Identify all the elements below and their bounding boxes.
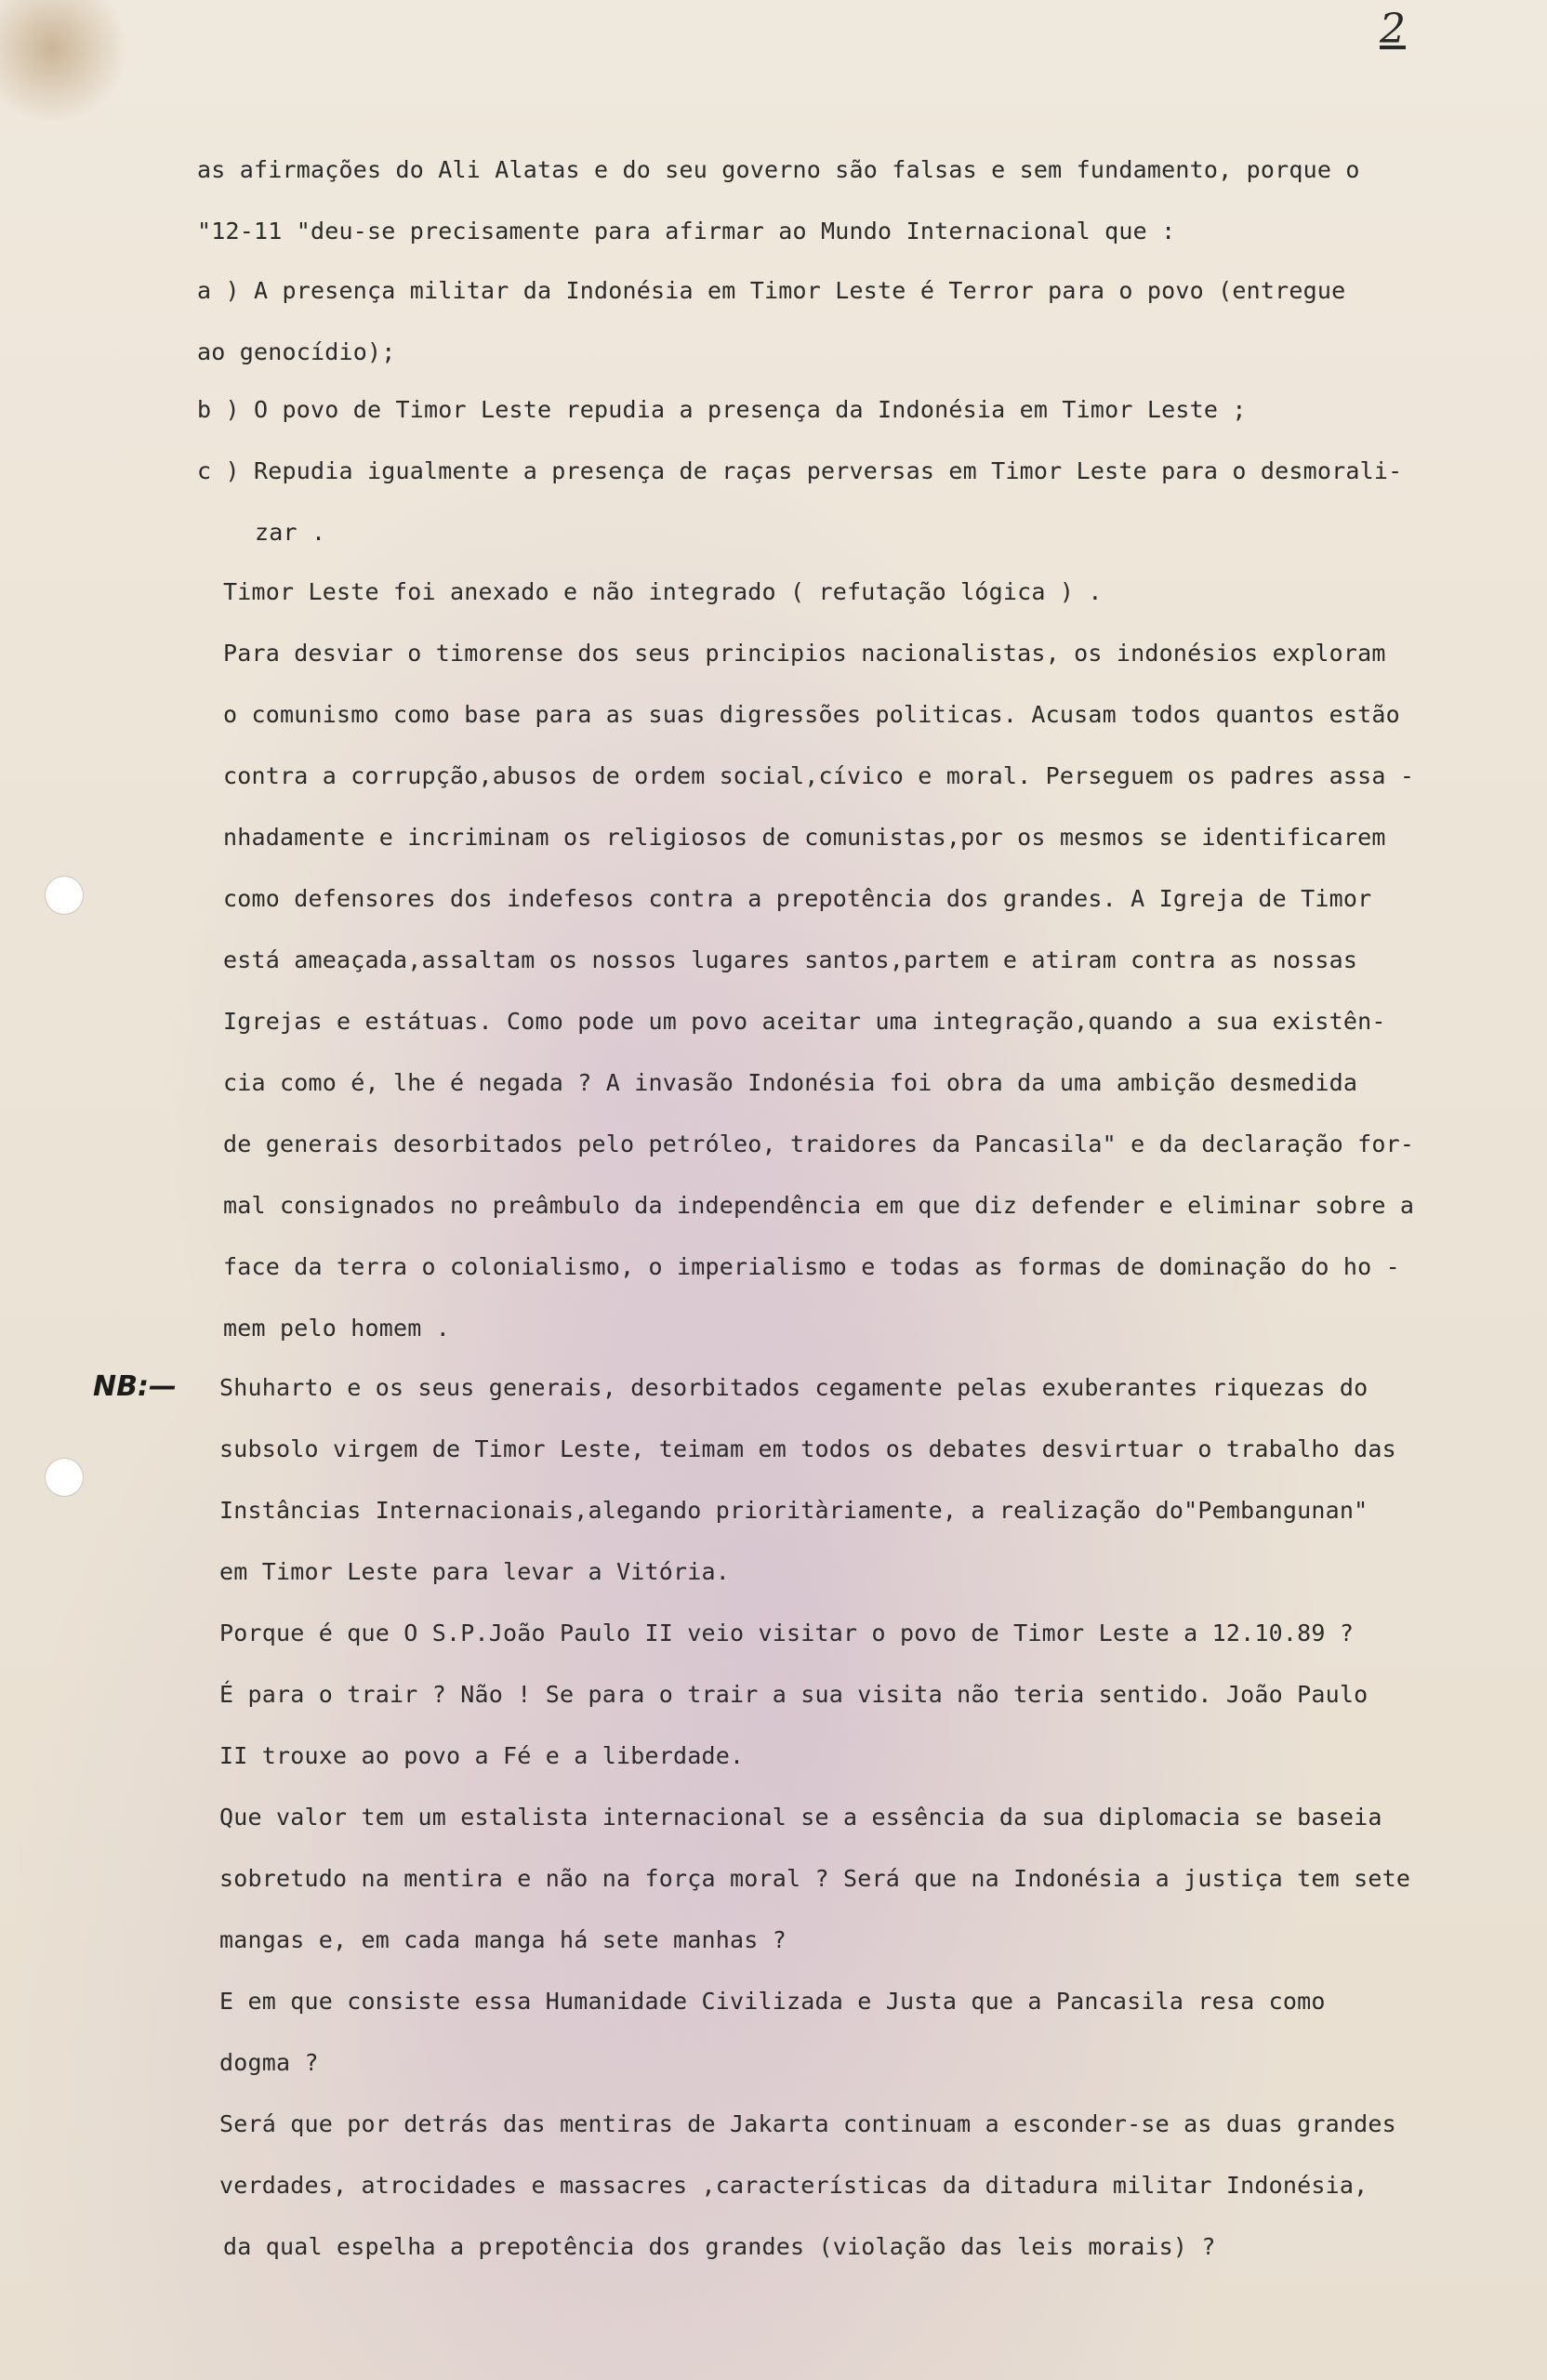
text-line: Timor Leste foi anexado e não integrado ( refutação lógica ) . xyxy=(223,578,1103,605)
text-line: em Timor Leste para levar a Vitória. xyxy=(219,1558,731,1585)
text-line: c ) Repudia igualmente a presença de raças perversas em Timor Leste para o desmorali- xyxy=(197,457,1403,484)
text-line: como defensores dos indefesos contra a prepotência dos grandes. A Igreja de Timor xyxy=(223,885,1372,912)
punch-hole-lower xyxy=(45,1458,84,1497)
text-line: subsolo virgem de Timor Leste, teimam em todos os debates desvirtuar o trabalho das xyxy=(219,1435,1396,1462)
text-line: sobretudo na mentira e não na força moral ? Será que na Indonésia a justiça tem sete xyxy=(219,1865,1411,1892)
rust-stain xyxy=(0,0,130,121)
text-line: o comunismo como base para as suas digressões politicas. Acusam todos quantos estão xyxy=(223,701,1400,728)
text-line: está ameaçada,assaltam os nossos lugares santos,partem e atiram contra as nossas xyxy=(223,946,1358,973)
text-line: face da terra o colonialismo, o imperialismo e todas as formas de dominação do ho - xyxy=(223,1253,1400,1280)
text-line: dogma ? xyxy=(219,2049,319,2076)
text-line: ao genocídio); xyxy=(197,338,396,365)
text-line: "12-11 "deu-se precisamente para afirmar ao Mundo Internacional que : xyxy=(197,218,1176,245)
text-line: Será que por detrás das mentiras de Jakarta continuam a esconder-se as duas grandes xyxy=(219,2110,1396,2137)
text-line: mal consignados no preâmbulo da independência em que diz defender e eliminar sobre a xyxy=(223,1192,1415,1219)
text-line: cia como é, lhe é negada ? A invasão Indonésia foi obra da uma ambição desmedida xyxy=(223,1069,1358,1096)
text-line: verdades, atrocidades e massacres ,características da ditadura militar Indonésia, xyxy=(219,2172,1368,2199)
text-line: Shuharto e os seus generais, desorbitados cegamente pelas exuberantes riquezas do xyxy=(219,1374,1368,1401)
text-line: nhadamente e incriminam os religiosos de comunistas,por os mesmos se identificarem xyxy=(223,824,1386,851)
text-line: mem pelo homem . xyxy=(223,1315,451,1342)
text-line: as afirmações do Ali Alatas e do seu governo são falsas e sem fundamento, porque o xyxy=(197,156,1360,183)
text-line: Porque é que O S.P.João Paulo II veio visitar o povo de Timor Leste a 12.10.89 ? xyxy=(219,1620,1355,1646)
text-line: a ) A presença militar da Indonésia em Timor Leste é Terror para o povo (entregue xyxy=(197,277,1346,304)
text-line: b ) O povo de Timor Leste repudia a presença da Indonésia em Timor Leste ; xyxy=(197,396,1247,423)
text-line: Instâncias Internacionais,alegando prioritàriamente, a realização do"Pembangunan" xyxy=(219,1497,1368,1524)
text-line: Igrejas e estátuas. Como pode um povo aceitar uma integração,quando a sua existên- xyxy=(223,1008,1386,1035)
text-line: Para desviar o timorense dos seus principios nacionalistas, os indonésios exploram xyxy=(223,640,1386,667)
margin-note-nb: NB:— xyxy=(93,1370,177,1403)
text-line: E em que consiste essa Humanidade Civilizada e Justa que a Pancasila resa como xyxy=(219,1988,1326,2015)
text-line: zar . xyxy=(255,519,326,546)
text-line: mangas e, em cada manga há sete manhas ? xyxy=(219,1926,787,1953)
text-line: Que valor tem um estalista internacional se a essência da sua diplomacia se baseia xyxy=(219,1804,1382,1831)
punch-hole-upper xyxy=(45,876,84,915)
text-line: II trouxe ao povo a Fé e a liberdade. xyxy=(219,1742,745,1769)
text-line: contra a corrupção,abusos de ordem social,cívico e moral. Perseguem os padres assa - xyxy=(223,762,1415,789)
text-line: É para o trair ? Não ! Se para o trair a sua visita não teria sentido. João Paulo xyxy=(219,1681,1368,1708)
text-line: de generais desorbitados pelo petróleo, traidores da Pancasila" e da declaração for- xyxy=(223,1130,1415,1157)
page-number: 2 xyxy=(1380,6,1406,53)
text-line: da qual espelha a prepotência dos grandes (violação das leis morais) ? xyxy=(223,2233,1216,2260)
